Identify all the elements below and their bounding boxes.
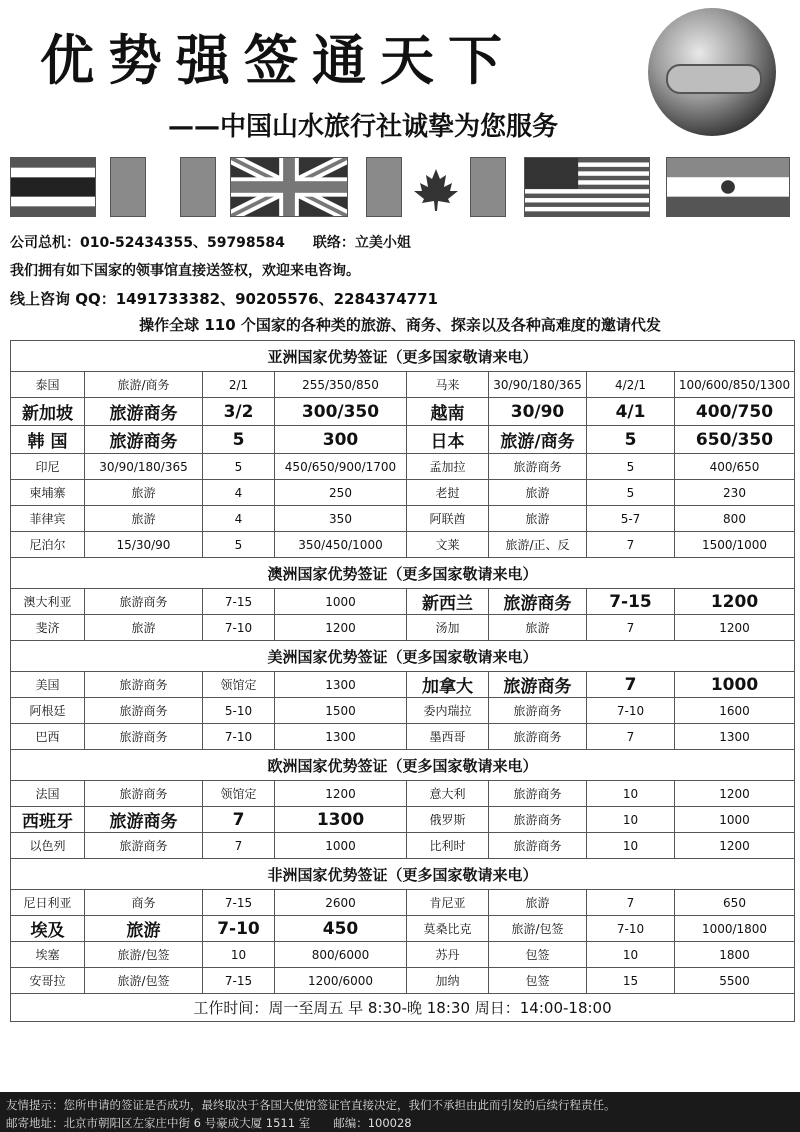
table-cell: 1200 — [675, 615, 795, 641]
page-subtitle: ——中国山水旅行社诚挚为您服务 — [168, 112, 559, 142]
table-row — [11, 833, 795, 859]
table-row — [11, 426, 795, 454]
table-row — [11, 724, 795, 750]
table-cell: 4 — [203, 506, 275, 532]
table-cell: 以色列 — [11, 833, 85, 859]
table-cell: 1200 — [675, 781, 795, 807]
footer-address: 邮寄地址：北京市朝阳区左家庄中街 6 号豪成大厦 1511 室 邮编：100028 — [6, 1116, 412, 1130]
table-cell: 柬埔寨 — [11, 480, 85, 506]
section-title: 美洲国家优势签证（更多国家敬请来电） — [11, 641, 795, 672]
table-row — [11, 968, 795, 994]
section-title: 欧洲国家优势签证（更多国家敬请来电） — [11, 750, 795, 781]
table-cell: 1300 — [275, 672, 407, 698]
iran-flag-icon — [666, 157, 790, 217]
canada-maple-leaf-icon — [404, 157, 468, 217]
table-cell: 1300 — [675, 724, 795, 750]
section-header-row — [11, 641, 795, 672]
table-cell: 旅游商务 — [85, 426, 203, 454]
table-cell: 5 — [587, 426, 675, 454]
table-cell: 1500 — [275, 698, 407, 724]
table-row — [11, 890, 795, 916]
grey-flag-icon — [366, 157, 402, 217]
table-cell: 旅游商务 — [85, 724, 203, 750]
table-cell: 加纳 — [407, 968, 489, 994]
table-cell: 旅游/包签 — [85, 968, 203, 994]
table-cell: 5 — [587, 454, 675, 480]
table-cell: 墨西哥 — [407, 724, 489, 750]
table-cell: 1200 — [275, 615, 407, 641]
section-header-row — [11, 341, 795, 372]
table-cell: 1300 — [275, 807, 407, 833]
table-cell: 10 — [587, 833, 675, 859]
table-cell: 旅游/商务 — [489, 426, 587, 454]
table-cell: 350 — [275, 506, 407, 532]
service-headline: 操作全球 110 个国家的各种类的旅游、商务、探亲以及各种高难度的邀请代发 — [139, 316, 661, 334]
grey-flag-icon — [110, 157, 146, 217]
table-cell: 7-15 — [203, 890, 275, 916]
table-cell: 比利时 — [407, 833, 489, 859]
table-row — [11, 398, 795, 426]
table-cell: 意大利 — [407, 781, 489, 807]
table-cell: 7 — [587, 532, 675, 558]
table-cell: 旅游商务 — [489, 698, 587, 724]
table-cell: 5 — [587, 480, 675, 506]
table-cell: 老挝 — [407, 480, 489, 506]
table-cell: 旅游商务 — [85, 807, 203, 833]
table-cell: 苏丹 — [407, 942, 489, 968]
table-cell: 旅游商务 — [85, 833, 203, 859]
table-cell: 1200 — [675, 833, 795, 859]
table-cell: 加拿大 — [407, 672, 489, 698]
table-cell: 西班牙 — [11, 807, 85, 833]
table-cell: 包签 — [489, 968, 587, 994]
table-cell: 1000 — [675, 672, 795, 698]
table-cell: 800/6000 — [275, 942, 407, 968]
table-cell: 650 — [675, 890, 795, 916]
table-cell: 4 — [203, 480, 275, 506]
table-cell: 1500/1000 — [675, 532, 795, 558]
table-cell: 美国 — [11, 672, 85, 698]
company-phone: 公司总机：010-52434355、59798584 联络：立美小姐 — [10, 235, 411, 251]
table-cell: 250 — [275, 480, 407, 506]
section-header-row — [11, 558, 795, 589]
table-cell: 7 — [203, 833, 275, 859]
table-cell: 300 — [275, 426, 407, 454]
grey-flag-icon — [470, 157, 506, 217]
table-row — [11, 532, 795, 558]
table-cell: 商务 — [85, 890, 203, 916]
table-cell: 旅游 — [85, 480, 203, 506]
table-cell: 莫桑比克 — [407, 916, 489, 942]
table-cell: 埃及 — [11, 916, 85, 942]
table-row — [11, 454, 795, 480]
table-cell: 1000 — [675, 807, 795, 833]
table-cell: 旅游商务 — [85, 589, 203, 615]
table-cell: 300/350 — [275, 398, 407, 426]
table-cell: 3/2 — [203, 398, 275, 426]
footer-notice: 友情提示：您所申请的签证是否成功，最终取决于各国大使馆签证官直接决定，我们不承担由此而引发的后续行程责任。 — [6, 1098, 616, 1112]
work-hours-row — [11, 994, 795, 1022]
table-cell: 澳大利亚 — [11, 589, 85, 615]
table-cell: 旅游/商务 — [85, 372, 203, 398]
table-cell: 泰国 — [11, 372, 85, 398]
table-cell: 阿联酋 — [407, 506, 489, 532]
table-cell: 10 — [587, 781, 675, 807]
table-cell: 30/90/180/365 — [85, 454, 203, 480]
table-cell: 5-7 — [587, 506, 675, 532]
table-cell: 新加坡 — [11, 398, 85, 426]
table-cell: 2600 — [275, 890, 407, 916]
table-cell: 5 — [203, 426, 275, 454]
table-cell: 1600 — [675, 698, 795, 724]
table-row — [11, 372, 795, 398]
table-cell: 450/650/900/1700 — [275, 454, 407, 480]
table-cell: 马来 — [407, 372, 489, 398]
table-cell: 新西兰 — [407, 589, 489, 615]
table-cell: 7 — [587, 724, 675, 750]
table-row — [11, 781, 795, 807]
table-cell: 旅游商务 — [489, 589, 587, 615]
table-cell: 1000/1800 — [675, 916, 795, 942]
table-cell: 650/350 — [675, 426, 795, 454]
table-row — [11, 942, 795, 968]
table-cell: 旅游/包签 — [85, 942, 203, 968]
table-cell: 7 — [203, 807, 275, 833]
table-cell: 800 — [675, 506, 795, 532]
table-cell: 委内瑞拉 — [407, 698, 489, 724]
uk-flag-icon — [230, 157, 348, 217]
table-cell: 旅游 — [489, 480, 587, 506]
section-header-row — [11, 750, 795, 781]
table-cell: 2/1 — [203, 372, 275, 398]
section-header-row — [11, 859, 795, 890]
table-cell: 文莱 — [407, 532, 489, 558]
table-cell: 1200 — [675, 589, 795, 615]
table-cell: 旅游 — [85, 615, 203, 641]
table-cell: 7-10 — [587, 916, 675, 942]
visa-price-table — [10, 340, 795, 1022]
table-cell: 400/750 — [675, 398, 795, 426]
table-cell: 旅游商务 — [85, 398, 203, 426]
table-row — [11, 480, 795, 506]
table-row — [11, 807, 795, 833]
table-cell: 7 — [587, 672, 675, 698]
section-title: 非洲国家优势签证（更多国家敬请来电） — [11, 859, 795, 890]
table-cell: 15 — [587, 968, 675, 994]
table-cell: 旅游商务 — [489, 724, 587, 750]
table-cell: 旅游商务 — [489, 807, 587, 833]
table-cell: 7-15 — [203, 968, 275, 994]
table-cell: 旅游商务 — [489, 672, 587, 698]
table-cell: 10 — [203, 942, 275, 968]
table-row — [11, 589, 795, 615]
table-cell: 4/1 — [587, 398, 675, 426]
table-cell: 350/450/1000 — [275, 532, 407, 558]
table-cell: 旅游 — [489, 506, 587, 532]
table-cell: 5 — [203, 532, 275, 558]
table-cell: 肯尼亚 — [407, 890, 489, 916]
table-cell: 5500 — [675, 968, 795, 994]
table-cell: 旅游商务 — [489, 833, 587, 859]
table-cell: 阿根廷 — [11, 698, 85, 724]
table-cell: 菲律宾 — [11, 506, 85, 532]
table-cell: 1000 — [275, 833, 407, 859]
table-cell: 5-10 — [203, 698, 275, 724]
table-cell: 7-15 — [203, 589, 275, 615]
table-cell: 巴西 — [11, 724, 85, 750]
table-cell: 旅游/正、反 — [489, 532, 587, 558]
table-cell: 领馆定 — [203, 672, 275, 698]
table-row — [11, 506, 795, 532]
table-cell: 旅游商务 — [489, 781, 587, 807]
table-cell: 1300 — [275, 724, 407, 750]
table-cell: 4/2/1 — [587, 372, 675, 398]
table-cell: 5 — [203, 454, 275, 480]
page-title: 优势强签通天下 — [40, 29, 516, 92]
qq-contact: 线上咨询 QQ：1491733382、90205576、2284374771 — [10, 290, 438, 308]
table-cell: 1800 — [675, 942, 795, 968]
table-cell: 7-10 — [203, 615, 275, 641]
table-cell: 7-10 — [203, 724, 275, 750]
table-row — [11, 615, 795, 641]
section-title: 澳洲国家优势签证（更多国家敬请来电） — [11, 558, 795, 589]
table-cell: 俄罗斯 — [407, 807, 489, 833]
table-cell: 10 — [587, 807, 675, 833]
usa-flag-icon — [524, 157, 650, 217]
table-cell: 汤加 — [407, 615, 489, 641]
table-cell: 7-10 — [587, 698, 675, 724]
consulate-notice: 我们拥有如下国家的领事馆直接送签权，欢迎来电咨询。 — [10, 263, 360, 279]
table-cell: 埃塞 — [11, 942, 85, 968]
table-cell: 尼日利亚 — [11, 890, 85, 916]
table-cell: 30/90/180/365 — [489, 372, 587, 398]
table-cell: 旅游商务 — [489, 454, 587, 480]
table-cell: 斐济 — [11, 615, 85, 641]
table-cell: 旅游 — [489, 890, 587, 916]
table-cell: 安哥拉 — [11, 968, 85, 994]
grey-flag-icon — [180, 157, 216, 217]
table-cell: 旅游商务 — [85, 698, 203, 724]
table-cell: 旅游 — [85, 916, 203, 942]
table-cell: 尼泊尔 — [11, 532, 85, 558]
table-cell: 100/600/850/1300 — [675, 372, 795, 398]
footer — [0, 1092, 800, 1132]
table-cell: 7-10 — [203, 916, 275, 942]
table-row — [11, 672, 795, 698]
handshake-globe-icon — [648, 8, 776, 136]
table-cell: 领馆定 — [203, 781, 275, 807]
table-cell: 15/30/90 — [85, 532, 203, 558]
table-cell: 孟加拉 — [407, 454, 489, 480]
table-cell: 日本 — [407, 426, 489, 454]
table-cell: 印尼 — [11, 454, 85, 480]
table-cell: 230 — [675, 480, 795, 506]
table-cell: 10 — [587, 942, 675, 968]
table-cell: 旅游/包签 — [489, 916, 587, 942]
table-cell: 1200/6000 — [275, 968, 407, 994]
table-row — [11, 916, 795, 942]
flag-strip — [0, 157, 800, 219]
table-cell: 255/350/850 — [275, 372, 407, 398]
table-row — [11, 698, 795, 724]
table-cell: 1000 — [275, 589, 407, 615]
table-cell: 越南 — [407, 398, 489, 426]
table-cell: 400/650 — [675, 454, 795, 480]
table-cell: 旅游 — [489, 615, 587, 641]
table-cell: 法国 — [11, 781, 85, 807]
table-cell: 包签 — [489, 942, 587, 968]
table-cell: 30/90 — [489, 398, 587, 426]
section-title: 亚洲国家优势签证（更多国家敬请来电） — [11, 341, 795, 372]
table-cell: 7-15 — [587, 589, 675, 615]
work-hours: 工作时间：周一至周五 早 8:30-晚 18:30 周日：14:00-18:00 — [11, 994, 795, 1022]
table-cell: 旅游商务 — [85, 672, 203, 698]
table-cell: 7 — [587, 615, 675, 641]
table-cell: 450 — [275, 916, 407, 942]
thailand-flag-icon — [10, 157, 96, 217]
table-cell: 7 — [587, 890, 675, 916]
table-cell: 韩 国 — [11, 426, 85, 454]
table-cell: 旅游商务 — [85, 781, 203, 807]
table-cell: 旅游 — [85, 506, 203, 532]
table-cell: 1200 — [275, 781, 407, 807]
